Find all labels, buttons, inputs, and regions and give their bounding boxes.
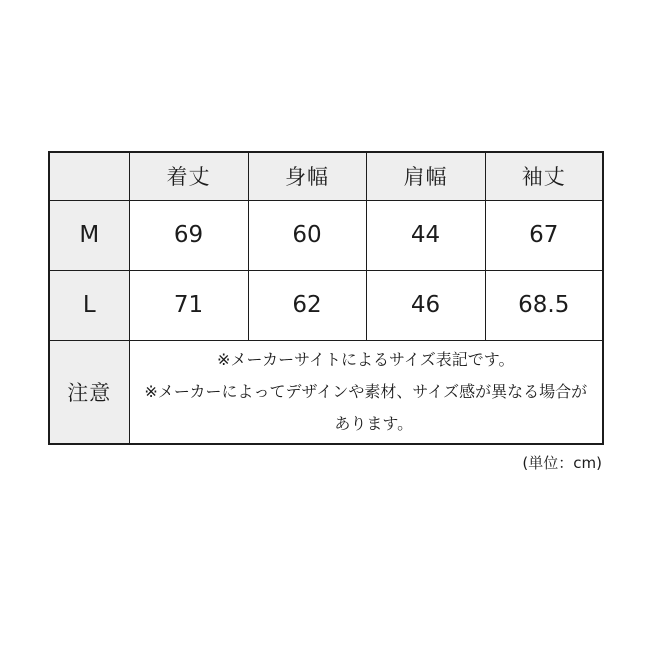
notes-cell [129, 340, 603, 444]
note-line: ※メーカーサイトによるサイズ表記です。 [217, 349, 515, 369]
corner-cell [49, 152, 129, 200]
header-row [49, 152, 603, 200]
row-header-m: M [49, 200, 129, 270]
unit-label: (単位：cm) [522, 454, 602, 472]
cell-m-body-width: 60 [248, 200, 366, 270]
table-row-notes [49, 340, 603, 444]
row-header-l: L [49, 270, 129, 340]
size-chart-table [48, 151, 604, 445]
note-line: あります。 [334, 413, 414, 433]
column-header-body-length: 着丈 [129, 152, 248, 200]
column-header-sleeve-length: 袖丈 [485, 152, 603, 200]
cell-m-shoulder-width: 44 [366, 200, 485, 270]
cell-l-body-width: 62 [248, 270, 366, 340]
cell-l-body-length: 71 [129, 270, 248, 340]
column-header-shoulder-width: 肩幅 [366, 152, 485, 200]
cell-m-body-length: 69 [129, 200, 248, 270]
cell-l-shoulder-width: 46 [366, 270, 485, 340]
column-header-body-width: 身幅 [248, 152, 366, 200]
row-header-caution: 注意 [49, 340, 129, 444]
table-row-l [49, 270, 603, 340]
cell-m-sleeve-length: 67 [485, 200, 603, 270]
note-line: ※メーカーによってデザインや素材、サイズ感が異なる場合が [144, 381, 588, 401]
cell-l-sleeve-length: 68.5 [485, 270, 603, 340]
table-row-m [49, 200, 603, 270]
